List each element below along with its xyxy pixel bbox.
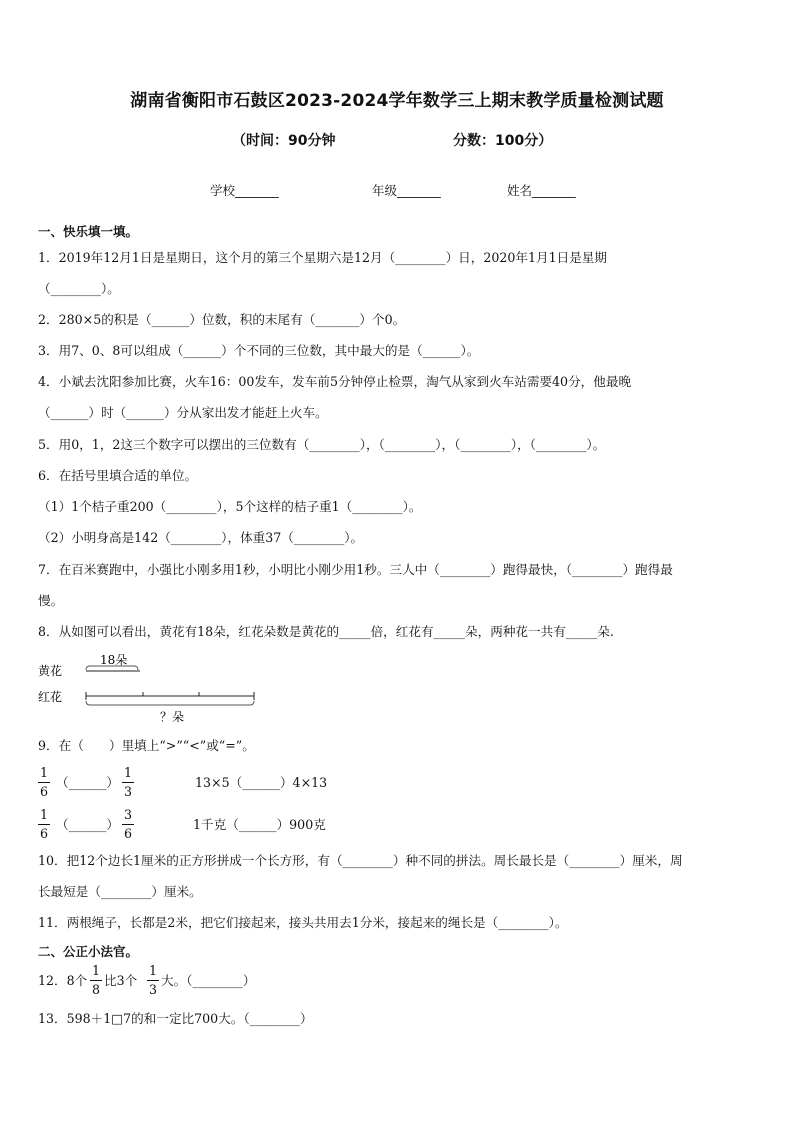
question-9: 9．在（ ）里填上“>”“<”或“=”。 [38, 738, 255, 753]
yellow-count-label: 18朵 [100, 653, 128, 667]
fraction: 1 3 [148, 963, 157, 997]
question-12-start: 12．8个 [38, 973, 88, 988]
fraction: 1 6 [39, 765, 48, 799]
page-title: 湖南省衡阳市石鼓区2023-2024学年数学三上期末教学质量检测试题 [130, 91, 664, 111]
section-heading-1: 一、快乐填一填。 [38, 224, 139, 239]
score-label: 分数：100分） [453, 133, 553, 149]
flower-segment-diagram [36, 650, 276, 726]
question-4-line-2: （______）时（______）分从家出发才能赶上火车。 [38, 405, 328, 420]
fraction: 1 3 [123, 765, 132, 799]
section-heading-2: 二、公正小法官。 [38, 944, 139, 959]
question-11: 11．两根绳子，长都是2米，把它们接起来，接头共用去1分米，接起来的绳长是（________）。 [38, 915, 568, 930]
question-12-middle: 比3个 [104, 973, 138, 988]
time-label: （时间：90分钟 [232, 133, 336, 149]
question-10-line-2: 长最短是（________）厘米。 [38, 884, 202, 899]
yellow-flower-label: 黄花 [38, 664, 63, 678]
fraction: 1 8 [91, 963, 100, 997]
question-6-part-2: （2）小明身高是142（________），体重37（________）。 [38, 530, 364, 545]
grade-field[interactable]: 年级_______ [372, 183, 441, 198]
question-6-part-1: （1）1个桔子重200（________），5个这样的桔子重1（________）。 [38, 499, 422, 514]
name-field[interactable]: 姓名_______ [507, 183, 576, 198]
question-8: 8．从如图可以看出，黄花有18朵，红花朵数是黄花的_____倍，红花有_____朵，两种花一共有_____朵. [38, 624, 614, 639]
school-field[interactable]: 学校_______ [210, 183, 279, 198]
question-7-line-1: 7．在百米赛跑中，小强比小刚多用1秒，小明比小刚少用1秒。三人中（________）跑得最快，（________）跑得最 [38, 562, 673, 577]
fraction: 1 6 [39, 807, 48, 841]
question-13: 13．598＋1□7的和一定比700大。（________） [38, 1011, 313, 1026]
question-5: 5．用0，1，2这三个数字可以摆出的三位数有（________），（________），（________），（________）。 [38, 437, 606, 452]
red-count-label: ？朵 [160, 710, 185, 724]
fraction: 3 6 [123, 807, 132, 841]
red-flower-label: 红花 [38, 690, 63, 704]
question-6: 6．在括号里填合适的单位。 [38, 468, 198, 483]
compare-blank[interactable]: （______） [56, 817, 119, 832]
question-4-line-1: 4．小斌去沈阳参加比赛，火车16：00发车，发车前5分钟停止检票，淘气从家到火车站需要40分，他最晚 [38, 374, 632, 389]
question-2: 2．280×5的积是（______）位数，积的末尾有（_______）个0。 [38, 312, 406, 327]
compare-blank[interactable]: （______） [56, 775, 119, 790]
question-1-line-1: 1．2019年12月1日是星期日，这个月的第三个星期六是12月（________）日，2020年1月1日是星期 [38, 250, 607, 265]
question-1-line-2: （________）。 [38, 281, 120, 296]
question-10-line-1: 10．把12个边长1厘米的正方形拼成一个长方形，有（________）种不同的拼法。周长最长是（________）厘米，周 [38, 853, 683, 868]
red-brace [86, 701, 254, 705]
question-3: 3．用7、0、8可以组成（______）个不同的三位数，其中最大的是（______）。 [38, 343, 480, 358]
question-12-end: 大。（________） [161, 973, 256, 988]
compare-expression: 13×5（______）4×13 [195, 775, 328, 790]
question-7-line-2: 慢。 [38, 593, 64, 608]
compare-expression: 1千克（______）900克 [193, 817, 326, 832]
